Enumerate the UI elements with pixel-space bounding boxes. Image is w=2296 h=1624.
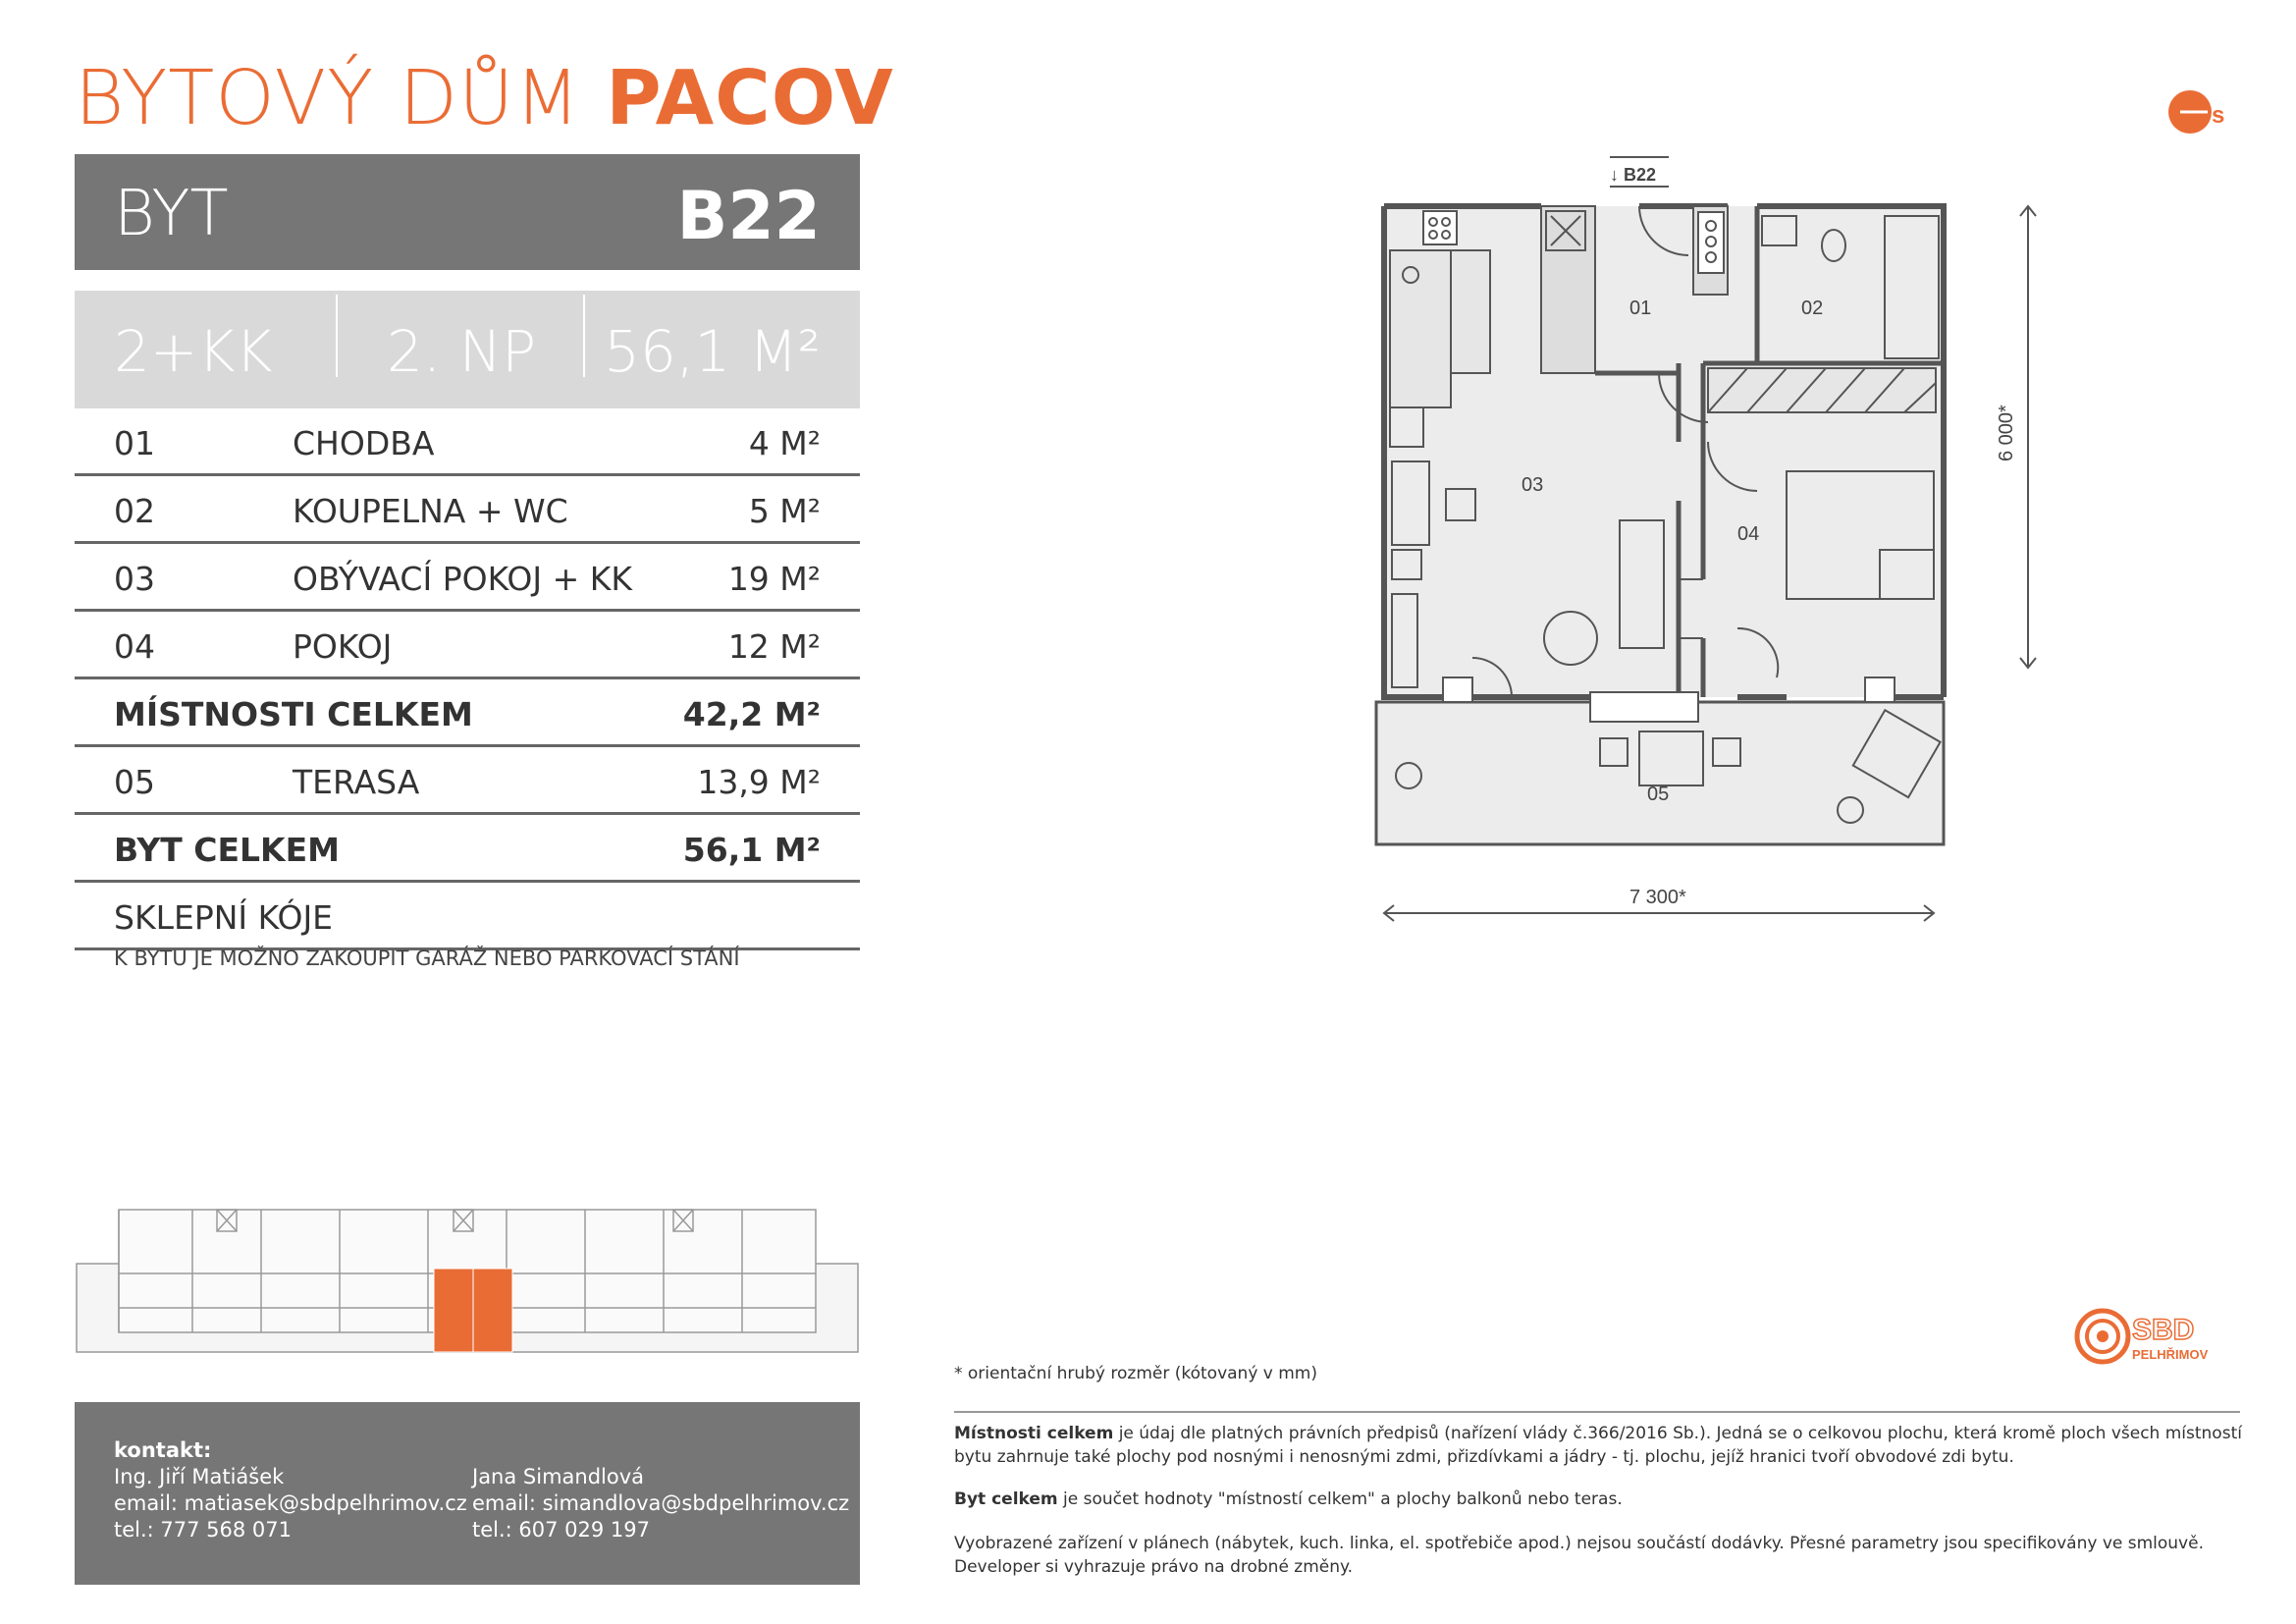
room-area: 12 M² xyxy=(727,627,821,666)
room-label-02: 02 xyxy=(1801,298,1824,319)
table-row xyxy=(75,747,860,815)
room-name: POKOJ xyxy=(293,627,393,666)
unit-marker: ↓ B22 xyxy=(1610,165,1657,185)
contact-person-1 xyxy=(114,1464,467,1543)
room-area: 13,9 M² xyxy=(697,763,821,801)
table-row xyxy=(75,476,860,544)
table-row xyxy=(75,612,860,679)
meta-layout: 2+KK xyxy=(114,318,273,385)
room-no: 03 xyxy=(114,560,155,598)
room-area: 4 M² xyxy=(748,424,821,462)
note-text: Vyobrazené zařízení v plánech (nábytek, kuch. linka, el. spotřebiče apod.) nejsou součástí dodávky. Přesné parametry jsou specifikovány ve smlouvě. Developer si vyhrazuje právo na drobné změny. xyxy=(954,1534,2204,1577)
room-name: CHODBA xyxy=(293,424,435,462)
corner-logo-icon xyxy=(2164,88,2233,137)
room-no: 02 xyxy=(114,492,155,530)
room-name: TERASA xyxy=(293,763,420,801)
title-light: BYTOVÝ DŮM xyxy=(75,55,581,142)
note-rooms-total xyxy=(954,1422,2250,1469)
room-area: 19 M² xyxy=(727,560,821,598)
room-no: 05 xyxy=(114,763,155,801)
room-label-03: 03 xyxy=(1522,474,1544,496)
contact-heading: kontakt: xyxy=(114,1438,212,1462)
unit-code: B22 xyxy=(676,178,821,255)
divider xyxy=(583,295,585,377)
contact-email[interactable]: email: simandlova@sbdpelhrimov.cz xyxy=(472,1491,850,1515)
unit-header xyxy=(75,154,860,270)
key-plan xyxy=(75,1190,860,1357)
room-no: 01 xyxy=(114,424,155,462)
room-label-01: 01 xyxy=(1629,298,1652,319)
contact-email[interactable]: email: matiasek@sbdpelhrimov.cz xyxy=(114,1491,467,1515)
total-label: MÍSTNOSTI CELKEM xyxy=(114,695,473,733)
divider xyxy=(954,1411,2240,1413)
svg-text:SBD: SBD xyxy=(2132,1314,2195,1346)
table-row xyxy=(75,408,860,476)
room-no: 04 xyxy=(114,627,155,666)
contact-box xyxy=(75,1402,860,1585)
room-table xyxy=(75,408,860,950)
dim-width: 7 300* xyxy=(1629,887,1686,908)
table-row xyxy=(75,544,860,612)
page-title xyxy=(75,55,894,142)
svg-text:s: s xyxy=(2212,102,2225,129)
unit-total-row xyxy=(75,815,860,883)
cellar-row xyxy=(75,883,860,950)
floor-plan xyxy=(1355,147,2061,952)
garage-note: K BYTU JE MOŽNO ZAKOUPIT GARÁŽ NEBO PARKOVACÍ STÁNÍ xyxy=(114,947,740,970)
room-area: 5 M² xyxy=(748,492,821,530)
unit-meta xyxy=(75,291,860,408)
room-name: KOUPELNA + WC xyxy=(293,492,568,530)
total-area: 56,1 M² xyxy=(682,831,821,869)
contact-tel[interactable]: tel.: 607 029 197 xyxy=(472,1518,651,1542)
divider xyxy=(336,295,338,377)
room-name: OBÝVACÍ POKOJ + KK xyxy=(293,560,633,598)
note-bold: Místnosti celkem xyxy=(954,1424,1114,1443)
unit-label: BYT xyxy=(114,178,229,250)
note-bold: Byt celkem xyxy=(954,1489,1058,1509)
rooms-total-row xyxy=(75,679,860,747)
meta-floor: 2. NP xyxy=(387,318,537,385)
sbd-logo-icon xyxy=(2073,1302,2240,1371)
note-text: je součet hodnoty "místností celkem" a plochy balkonů nebo teras. xyxy=(1057,1489,1623,1509)
contact-name: Jana Simandlová xyxy=(472,1465,645,1489)
cellar-label: SKLEPNÍ KÓJE xyxy=(114,898,334,937)
contact-tel[interactable]: tel.: 777 568 071 xyxy=(114,1518,293,1542)
total-label: BYT CELKEM xyxy=(114,831,340,869)
note-unit-total xyxy=(954,1488,2250,1511)
room-label-05: 05 xyxy=(1647,784,1670,805)
total-area: 42,2 M² xyxy=(682,695,821,733)
meta-area: 56,1 M² xyxy=(604,318,821,385)
room-label-04: 04 xyxy=(1737,523,1760,545)
title-bold: PACOV xyxy=(606,55,894,142)
note-equipment xyxy=(954,1532,2250,1579)
contact-person-2 xyxy=(472,1464,849,1543)
contact-name: Ing. Jiří Matiášek xyxy=(114,1465,285,1489)
note-text: je údaj dle platných právních předpisů (nařízení vlády č.366/2016 Sb.). Jedná se o celkovou plochu, která kromě ploch všech místností bytu zahrnuje také plochy pod nosnými i nenosnými zdmi, přizdívkami a jádry - tj. plochu, jejíž hranici tvoří obvodové zdi bytu. xyxy=(954,1424,2242,1467)
dim-height: 6 000* xyxy=(1996,405,2017,461)
svg-text:PELHŘIMOV: PELHŘIMOV xyxy=(2132,1347,2209,1362)
footnote: * orientační hrubý rozměr (kótovaný v mm) xyxy=(954,1364,1317,1383)
